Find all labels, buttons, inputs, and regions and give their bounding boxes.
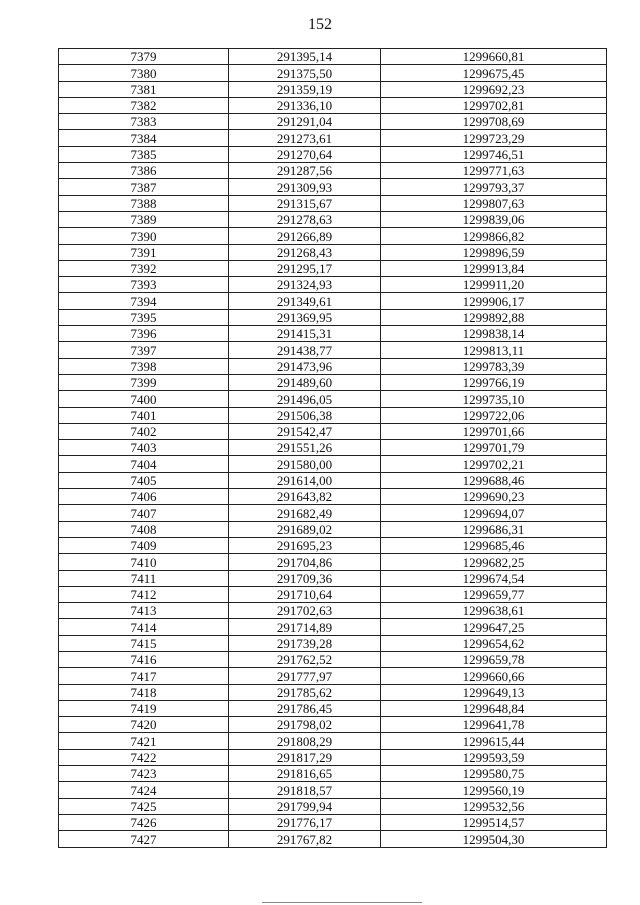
point-number-cell: 7403 xyxy=(59,440,229,456)
x-coordinate-cell: 291689,02 xyxy=(229,521,381,537)
y-coordinate-cell: 1299766,19 xyxy=(381,374,607,390)
table-row xyxy=(59,766,607,782)
x-coordinate-cell: 291496,05 xyxy=(229,391,381,407)
y-coordinate-cell: 1299708,69 xyxy=(381,114,607,130)
point-number-cell: 7385 xyxy=(59,146,229,162)
x-coordinate-cell: 291818,57 xyxy=(229,782,381,798)
y-coordinate-cell: 1299560,19 xyxy=(381,782,607,798)
point-number-cell: 7414 xyxy=(59,619,229,635)
table-row xyxy=(59,423,607,439)
x-coordinate-cell: 291273,61 xyxy=(229,130,381,146)
point-number-cell: 7411 xyxy=(59,570,229,586)
table-row xyxy=(59,749,607,765)
x-coordinate-cell: 291702,63 xyxy=(229,603,381,619)
coordinates-table-body xyxy=(59,49,607,848)
y-coordinate-cell: 1299654,62 xyxy=(381,635,607,651)
table-row xyxy=(59,130,607,146)
x-coordinate-cell: 291777,97 xyxy=(229,668,381,684)
y-coordinate-cell: 1299896,59 xyxy=(381,244,607,260)
x-coordinate-cell: 291580,00 xyxy=(229,456,381,472)
x-coordinate-cell: 291682,49 xyxy=(229,505,381,521)
x-coordinate-cell: 291704,86 xyxy=(229,554,381,570)
table-row xyxy=(59,179,607,195)
y-coordinate-cell: 1299694,07 xyxy=(381,505,607,521)
table-row xyxy=(59,521,607,537)
point-number-cell: 7393 xyxy=(59,277,229,293)
x-coordinate-cell: 291324,93 xyxy=(229,277,381,293)
table-row xyxy=(59,114,607,130)
table-row xyxy=(59,684,607,700)
point-number-cell: 7408 xyxy=(59,521,229,537)
y-coordinate-cell: 1299675,45 xyxy=(381,65,607,81)
y-coordinate-cell: 1299593,59 xyxy=(381,749,607,765)
table-row xyxy=(59,668,607,684)
x-coordinate-cell: 291817,29 xyxy=(229,749,381,765)
x-coordinate-cell: 291309,93 xyxy=(229,179,381,195)
table-row xyxy=(59,260,607,276)
point-number-cell: 7386 xyxy=(59,163,229,179)
y-coordinate-cell: 1299746,51 xyxy=(381,146,607,162)
point-number-cell: 7417 xyxy=(59,668,229,684)
table-row xyxy=(59,717,607,733)
x-coordinate-cell: 291268,43 xyxy=(229,244,381,260)
x-coordinate-cell: 291786,45 xyxy=(229,700,381,716)
point-number-cell: 7384 xyxy=(59,130,229,146)
point-number-cell: 7407 xyxy=(59,505,229,521)
point-number-cell: 7396 xyxy=(59,326,229,342)
y-coordinate-cell: 1299580,75 xyxy=(381,766,607,782)
y-coordinate-cell: 1299688,46 xyxy=(381,472,607,488)
y-coordinate-cell: 1299685,46 xyxy=(381,537,607,553)
y-coordinate-cell: 1299771,63 xyxy=(381,163,607,179)
coordinates-table xyxy=(58,48,607,848)
table-row xyxy=(59,244,607,260)
point-number-cell: 7424 xyxy=(59,782,229,798)
x-coordinate-cell: 291489,60 xyxy=(229,374,381,390)
table-row xyxy=(59,700,607,716)
y-coordinate-cell: 1299686,31 xyxy=(381,521,607,537)
x-coordinate-cell: 291816,65 xyxy=(229,766,381,782)
x-coordinate-cell: 291767,82 xyxy=(229,831,381,847)
x-coordinate-cell: 291359,19 xyxy=(229,81,381,97)
y-coordinate-cell: 1299911,20 xyxy=(381,277,607,293)
table-row xyxy=(59,554,607,570)
point-number-cell: 7398 xyxy=(59,358,229,374)
y-coordinate-cell: 1299660,66 xyxy=(381,668,607,684)
point-number-cell: 7399 xyxy=(59,374,229,390)
y-coordinate-cell: 1299692,23 xyxy=(381,81,607,97)
point-number-cell: 7405 xyxy=(59,472,229,488)
x-coordinate-cell: 291551,26 xyxy=(229,440,381,456)
y-coordinate-cell: 1299722,06 xyxy=(381,407,607,423)
point-number-cell: 7419 xyxy=(59,700,229,716)
y-coordinate-cell: 1299793,37 xyxy=(381,179,607,195)
y-coordinate-cell: 1299690,23 xyxy=(381,489,607,505)
point-number-cell: 7379 xyxy=(59,49,229,65)
table-row xyxy=(59,195,607,211)
x-coordinate-cell: 291695,23 xyxy=(229,537,381,553)
table-row xyxy=(59,146,607,162)
point-number-cell: 7380 xyxy=(59,65,229,81)
table-row xyxy=(59,65,607,81)
x-coordinate-cell: 291798,02 xyxy=(229,717,381,733)
x-coordinate-cell: 291785,62 xyxy=(229,684,381,700)
x-coordinate-cell: 291808,29 xyxy=(229,733,381,749)
y-coordinate-cell: 1299659,78 xyxy=(381,651,607,667)
x-coordinate-cell: 291270,64 xyxy=(229,146,381,162)
y-coordinate-cell: 1299783,39 xyxy=(381,358,607,374)
point-number-cell: 7427 xyxy=(59,831,229,847)
x-coordinate-cell: 291709,36 xyxy=(229,570,381,586)
table-row xyxy=(59,374,607,390)
point-number-cell: 7401 xyxy=(59,407,229,423)
x-coordinate-cell: 291614,00 xyxy=(229,472,381,488)
point-number-cell: 7415 xyxy=(59,635,229,651)
y-coordinate-cell: 1299682,25 xyxy=(381,554,607,570)
x-coordinate-cell: 291315,67 xyxy=(229,195,381,211)
table-row xyxy=(59,293,607,309)
x-coordinate-cell: 291375,50 xyxy=(229,65,381,81)
point-number-cell: 7422 xyxy=(59,749,229,765)
x-coordinate-cell: 291349,61 xyxy=(229,293,381,309)
table-row xyxy=(59,798,607,814)
table-row xyxy=(59,603,607,619)
table-row xyxy=(59,309,607,325)
point-number-cell: 7412 xyxy=(59,586,229,602)
x-coordinate-cell: 291799,94 xyxy=(229,798,381,814)
y-coordinate-cell: 1299913,84 xyxy=(381,260,607,276)
point-number-cell: 7381 xyxy=(59,81,229,97)
x-coordinate-cell: 291295,17 xyxy=(229,260,381,276)
y-coordinate-cell: 1299723,29 xyxy=(381,130,607,146)
table-row xyxy=(59,472,607,488)
y-coordinate-cell: 1299532,56 xyxy=(381,798,607,814)
point-number-cell: 7387 xyxy=(59,179,229,195)
y-coordinate-cell: 1299638,61 xyxy=(381,603,607,619)
y-coordinate-cell: 1299514,57 xyxy=(381,814,607,830)
table-row xyxy=(59,635,607,651)
point-number-cell: 7416 xyxy=(59,651,229,667)
y-coordinate-cell: 1299659,77 xyxy=(381,586,607,602)
table-row xyxy=(59,489,607,505)
point-number-cell: 7392 xyxy=(59,260,229,276)
y-coordinate-cell: 1299702,81 xyxy=(381,97,607,113)
point-number-cell: 7406 xyxy=(59,489,229,505)
x-coordinate-cell: 291710,64 xyxy=(229,586,381,602)
table-row xyxy=(59,782,607,798)
table-row xyxy=(59,814,607,830)
point-number-cell: 7383 xyxy=(59,114,229,130)
y-coordinate-cell: 1299839,06 xyxy=(381,211,607,227)
y-coordinate-cell: 1299807,63 xyxy=(381,195,607,211)
point-number-cell: 7410 xyxy=(59,554,229,570)
x-coordinate-cell: 291739,28 xyxy=(229,635,381,651)
point-number-cell: 7423 xyxy=(59,766,229,782)
x-coordinate-cell: 291369,95 xyxy=(229,309,381,325)
y-coordinate-cell: 1299701,79 xyxy=(381,440,607,456)
y-coordinate-cell: 1299648,84 xyxy=(381,700,607,716)
x-coordinate-cell: 291762,52 xyxy=(229,651,381,667)
table-row xyxy=(59,358,607,374)
point-number-cell: 7425 xyxy=(59,798,229,814)
x-coordinate-cell: 291266,89 xyxy=(229,228,381,244)
x-coordinate-cell: 291776,17 xyxy=(229,814,381,830)
y-coordinate-cell: 1299892,88 xyxy=(381,309,607,325)
point-number-cell: 7394 xyxy=(59,293,229,309)
point-number-cell: 7418 xyxy=(59,684,229,700)
table-row xyxy=(59,570,607,586)
table-row xyxy=(59,81,607,97)
y-coordinate-cell: 1299615,44 xyxy=(381,733,607,749)
table-row xyxy=(59,342,607,358)
y-coordinate-cell: 1299838,14 xyxy=(381,326,607,342)
y-coordinate-cell: 1299813,11 xyxy=(381,342,607,358)
x-coordinate-cell: 291714,89 xyxy=(229,619,381,635)
point-number-cell: 7397 xyxy=(59,342,229,358)
x-coordinate-cell: 291336,10 xyxy=(229,97,381,113)
point-number-cell: 7402 xyxy=(59,423,229,439)
table-row xyxy=(59,651,607,667)
table-row xyxy=(59,537,607,553)
table-row xyxy=(59,49,607,65)
y-coordinate-cell: 1299702,21 xyxy=(381,456,607,472)
y-coordinate-cell: 1299660,81 xyxy=(381,49,607,65)
point-number-cell: 7395 xyxy=(59,309,229,325)
table-row xyxy=(59,619,607,635)
scan-artifact-line xyxy=(262,902,422,903)
table-row xyxy=(59,505,607,521)
table-row xyxy=(59,277,607,293)
point-number-cell: 7400 xyxy=(59,391,229,407)
y-coordinate-cell: 1299906,17 xyxy=(381,293,607,309)
table-row xyxy=(59,586,607,602)
table-row xyxy=(59,163,607,179)
point-number-cell: 7420 xyxy=(59,717,229,733)
x-coordinate-cell: 291542,47 xyxy=(229,423,381,439)
y-coordinate-cell: 1299647,25 xyxy=(381,619,607,635)
x-coordinate-cell: 291473,96 xyxy=(229,358,381,374)
table-row xyxy=(59,733,607,749)
table-row xyxy=(59,97,607,113)
page-number: 152 xyxy=(308,16,332,33)
point-number-cell: 7404 xyxy=(59,456,229,472)
point-number-cell: 7409 xyxy=(59,537,229,553)
y-coordinate-cell: 1299649,13 xyxy=(381,684,607,700)
table-row xyxy=(59,326,607,342)
table-row xyxy=(59,456,607,472)
point-number-cell: 7389 xyxy=(59,211,229,227)
x-coordinate-cell: 291291,04 xyxy=(229,114,381,130)
y-coordinate-cell: 1299866,82 xyxy=(381,228,607,244)
x-coordinate-cell: 291278,63 xyxy=(229,211,381,227)
y-coordinate-cell: 1299641,78 xyxy=(381,717,607,733)
x-coordinate-cell: 291643,82 xyxy=(229,489,381,505)
table-row xyxy=(59,440,607,456)
y-coordinate-cell: 1299701,66 xyxy=(381,423,607,439)
y-coordinate-cell: 1299674,54 xyxy=(381,570,607,586)
point-number-cell: 7413 xyxy=(59,603,229,619)
table-row xyxy=(59,228,607,244)
point-number-cell: 7391 xyxy=(59,244,229,260)
point-number-cell: 7390 xyxy=(59,228,229,244)
table-row xyxy=(59,407,607,423)
point-number-cell: 7382 xyxy=(59,97,229,113)
point-number-cell: 7388 xyxy=(59,195,229,211)
y-coordinate-cell: 1299735,10 xyxy=(381,391,607,407)
table-row xyxy=(59,391,607,407)
table-row xyxy=(59,211,607,227)
x-coordinate-cell: 291395,14 xyxy=(229,49,381,65)
x-coordinate-cell: 291287,56 xyxy=(229,163,381,179)
point-number-cell: 7421 xyxy=(59,733,229,749)
x-coordinate-cell: 291415,31 xyxy=(229,326,381,342)
x-coordinate-cell: 291438,77 xyxy=(229,342,381,358)
table-row xyxy=(59,831,607,847)
x-coordinate-cell: 291506,38 xyxy=(229,407,381,423)
y-coordinate-cell: 1299504,30 xyxy=(381,831,607,847)
point-number-cell: 7426 xyxy=(59,814,229,830)
